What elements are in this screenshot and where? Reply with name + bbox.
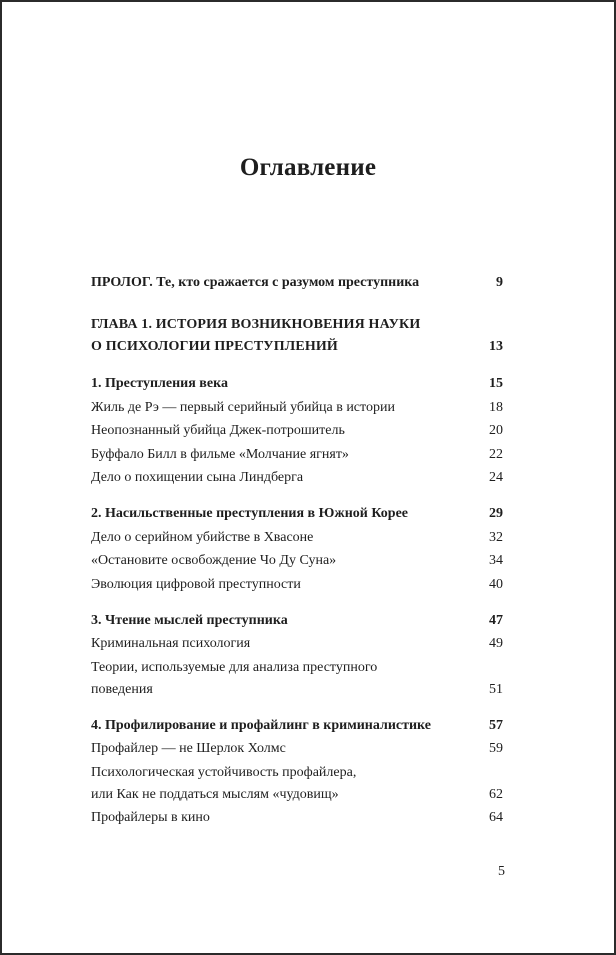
table-of-contents — [91, 272, 503, 831]
toc-item-title: Профайлеры в кино — [91, 810, 210, 825]
toc-section-title: 4. Профилирование и профайлинг в криминалистике — [91, 717, 431, 733]
toc-page-number: 51 — [489, 681, 503, 697]
chapter-title-line-1: ГЛАВА 1. ИСТОРИЯ ВОЗНИКНОВЕНИЯ НАУКИ — [91, 317, 421, 332]
toc-item[interactable] — [91, 762, 503, 806]
toc-page-number: 40 — [489, 576, 503, 592]
toc-item-title-line-2: или Как не поддаться мыслям «чудовищ» — [91, 786, 339, 802]
toc-section-2[interactable] — [91, 503, 503, 525]
toc-section-3[interactable] — [91, 610, 503, 632]
toc-item[interactable] — [91, 738, 503, 760]
toc-item[interactable] — [91, 397, 503, 419]
toc-page-number: 29 — [489, 506, 503, 521]
toc-item-title: Дело о серийном убийстве в Хвасоне — [91, 529, 314, 545]
toc-page-number: 32 — [489, 529, 503, 545]
page-number: 5 — [498, 864, 505, 879]
toc-item[interactable] — [91, 633, 503, 655]
toc-item-title — [91, 762, 489, 806]
toc-entry-title: ПРОЛОГ. Те, кто сражается с разумом преступника — [91, 275, 420, 290]
toc-item-title-line-1: Психологическая устойчивость профайлера, — [91, 764, 357, 780]
toc-page-number: 13 — [489, 339, 503, 354]
toc-item-title: Жиль де Рэ — первый серийный убийца в истории — [91, 399, 395, 415]
toc-item-title-line-2: поведения — [91, 681, 153, 697]
toc-entry-chapter-1[interactable] — [91, 314, 503, 358]
toc-item-title: Эволюция цифровой преступности — [91, 576, 301, 592]
toc-section-4[interactable] — [91, 715, 503, 737]
toc-item[interactable] — [91, 807, 503, 829]
toc-item-title: Профайлер — не Шерлок Холмс — [91, 741, 286, 756]
chapter-title-line-2: О ПСИХОЛОГИИ ПРЕСТУПЛЕНИЙ — [91, 339, 338, 354]
toc-entry-prolog[interactable] — [91, 272, 503, 294]
toc-item[interactable] — [91, 444, 503, 466]
toc-page-number: 34 — [489, 553, 503, 568]
toc-item-title-line-1: Теории, используемые для анализа преступного — [91, 659, 378, 675]
toc-item-title: Неопознанный убийца Джек-потрошитель — [91, 423, 345, 438]
toc-page-number: 49 — [489, 636, 503, 651]
toc-page-number: 59 — [489, 741, 503, 756]
toc-page-number: 20 — [489, 423, 503, 438]
toc-item[interactable] — [91, 527, 503, 549]
toc-page-number: 18 — [489, 399, 503, 415]
toc-item[interactable] — [91, 574, 503, 596]
toc-item-title: «Остановите освобождение Чо Ду Суна» — [91, 553, 337, 568]
toc-item-title: Криминальная психология — [91, 636, 251, 651]
toc-page-number: 9 — [496, 275, 503, 290]
toc-page-number: 15 — [489, 376, 503, 391]
toc-item-title: Буффало Билл в фильме «Молчание ягнят» — [91, 446, 349, 462]
toc-item[interactable] — [91, 550, 503, 572]
toc-entry-title — [91, 314, 489, 358]
toc-section-title: 3. Чтение мыслей преступника — [91, 612, 288, 628]
toc-section-title: 2. Насильственные преступления в Южной Корее — [91, 506, 409, 521]
toc-page-number: 22 — [489, 446, 503, 462]
toc-page-number: 57 — [489, 717, 503, 733]
toc-item[interactable] — [91, 657, 503, 701]
toc-item[interactable] — [91, 467, 503, 489]
toc-item[interactable] — [91, 420, 503, 442]
page-title: Оглавление — [239, 154, 377, 181]
toc-page-number: 47 — [489, 612, 503, 628]
toc-item-title: Дело о похищении сына Линдберга — [91, 470, 304, 485]
toc-section-1[interactable] — [91, 373, 503, 395]
toc-page-number: 64 — [489, 810, 503, 825]
toc-item-title — [91, 657, 489, 701]
toc-section-title: 1. Преступления века — [91, 376, 228, 391]
toc-page-number: 24 — [489, 470, 503, 485]
toc-page-number: 62 — [489, 786, 503, 802]
